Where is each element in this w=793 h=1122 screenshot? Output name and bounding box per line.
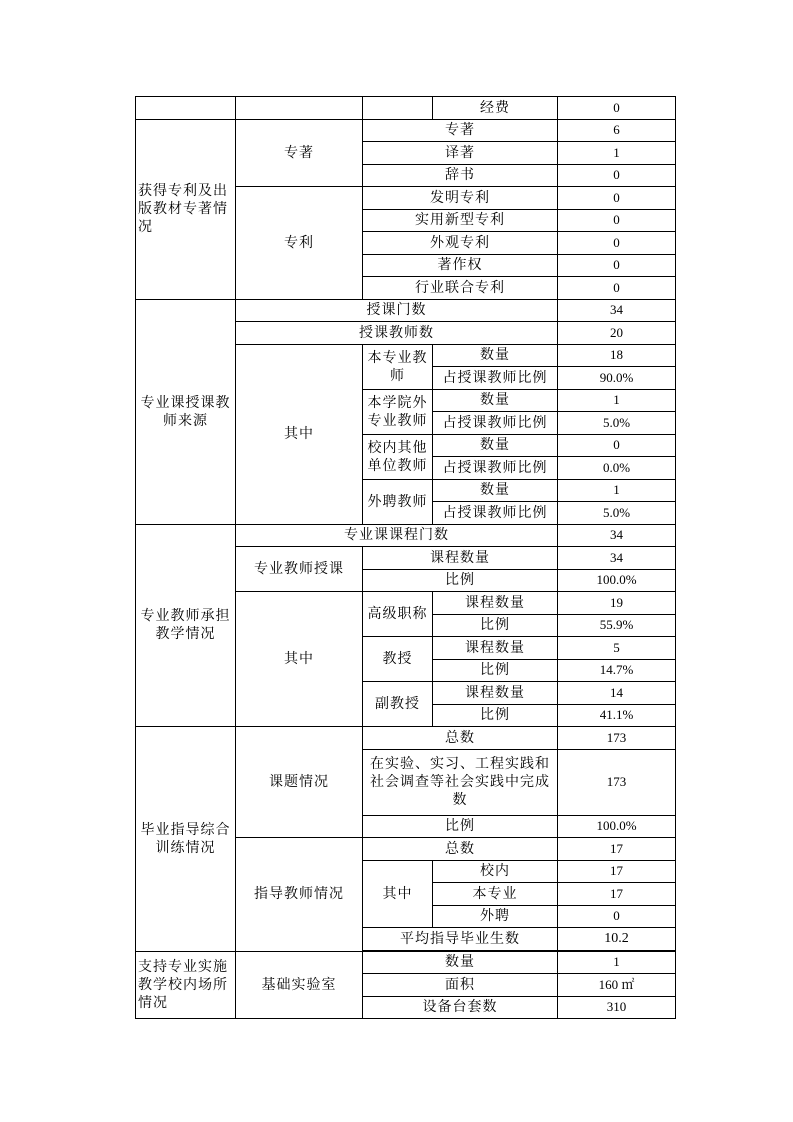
section-title-teaching: 专业教师承担教学情况	[136, 524, 236, 727]
row-label: 总数	[363, 838, 558, 861]
table-row	[136, 299, 676, 322]
group-label: 课题情况	[236, 727, 363, 838]
row-value: 100.0%	[558, 569, 676, 592]
row-value: 17	[558, 860, 676, 883]
table-row	[136, 119, 676, 142]
row-label: 比例	[363, 569, 558, 592]
row-label: 总数	[363, 727, 558, 750]
row-label: 授课门数	[236, 299, 558, 322]
row-label: 发明专利	[363, 187, 558, 210]
row-label: 设备台套数	[363, 996, 558, 1019]
row-value: 0	[558, 232, 676, 255]
row-label: 经费	[433, 97, 558, 120]
row-value: 0	[558, 254, 676, 277]
row-value: 1	[558, 951, 676, 974]
row-value: 0	[558, 164, 676, 187]
row-label: 译著	[363, 142, 558, 165]
row-value: 55.9%	[558, 614, 676, 637]
statistics-table	[135, 96, 676, 1019]
row-label: 占授课教师比例	[433, 457, 558, 480]
row-value: 0	[558, 905, 676, 928]
group-label: 专利	[236, 187, 363, 300]
row-label: 比例	[363, 815, 558, 838]
row-label: 专著	[363, 119, 558, 142]
row-value: 34	[558, 299, 676, 322]
row-value: 100.0%	[558, 815, 676, 838]
row-value: 90.0%	[558, 367, 676, 390]
row-label: 外聘	[433, 905, 558, 928]
row-label: 校内	[433, 860, 558, 883]
row-label: 比例	[433, 659, 558, 682]
section-title-teacher-source: 专业课授课教师来源	[136, 299, 236, 524]
group-label: 其中	[236, 592, 363, 727]
row-label: 授课教师数	[236, 322, 558, 345]
section-title-graduation: 毕业指导综合训练情况	[136, 727, 236, 952]
row-value: 0	[558, 434, 676, 457]
row-value: 6	[558, 119, 676, 142]
row-value: 1	[558, 142, 676, 165]
table-row	[136, 97, 676, 120]
row-label: 本专业	[433, 883, 558, 906]
row-label: 课程数量	[433, 592, 558, 615]
row-value: 41.1%	[558, 704, 676, 727]
group-label: 专著	[236, 119, 363, 187]
row-label: 数量	[363, 951, 558, 974]
row-value: 19	[558, 592, 676, 615]
row-label: 比例	[433, 704, 558, 727]
row-value: 173	[558, 749, 676, 815]
section-title-patents: 获得专利及出版教材专著情况	[136, 119, 236, 299]
row-label: 外观专利	[363, 232, 558, 255]
row-label: 数量	[433, 389, 558, 412]
subgroup-label: 本专业教师	[363, 344, 433, 389]
row-value: 5.0%	[558, 502, 676, 525]
row-value: 160 ㎡	[558, 974, 676, 997]
group-label: 专业教师授课	[236, 547, 363, 592]
group-label: 基础实验室	[236, 951, 363, 1019]
row-value: 20	[558, 322, 676, 345]
row-label: 辞书	[363, 164, 558, 187]
row-value: 0	[558, 209, 676, 232]
table-row	[136, 524, 676, 547]
row-value: 1	[558, 389, 676, 412]
subgroup-label: 高级职称	[363, 592, 433, 637]
row-value: 17	[558, 883, 676, 906]
subgroup-label: 其中	[363, 860, 433, 928]
row-label: 课程数量	[433, 682, 558, 705]
subgroup-label: 校内其他单位教师	[363, 434, 433, 479]
row-label: 课程数量	[433, 637, 558, 660]
row-value: 34	[558, 547, 676, 570]
row-value: 310	[558, 996, 676, 1019]
row-label: 比例	[433, 614, 558, 637]
row-value: 14	[558, 682, 676, 705]
subgroup-label: 教授	[363, 637, 433, 682]
row-label: 实用新型专利	[363, 209, 558, 232]
group-label: 指导教师情况	[236, 838, 363, 952]
row-value: 5.0%	[558, 412, 676, 435]
row-value: 5	[558, 637, 676, 660]
row-label: 数量	[433, 479, 558, 502]
row-value: 18	[558, 344, 676, 367]
row-label: 数量	[433, 344, 558, 367]
table-row	[136, 727, 676, 750]
subgroup-label: 外聘教师	[363, 479, 433, 524]
row-label: 行业联合专利	[363, 277, 558, 300]
subgroup-label: 副教授	[363, 682, 433, 727]
row-value: 1	[558, 479, 676, 502]
row-value: 14.7%	[558, 659, 676, 682]
subgroup-label: 本学院外专业教师	[363, 389, 433, 434]
row-label: 占授课教师比例	[433, 412, 558, 435]
row-label: 专业课课程门数	[236, 524, 558, 547]
row-label: 占授课教师比例	[433, 502, 558, 525]
row-label: 平均指导毕业生数	[363, 928, 558, 951]
row-value: 173	[558, 727, 676, 750]
row-label: 著作权	[363, 254, 558, 277]
row-value: 10.2	[558, 928, 676, 951]
row-value: 0	[558, 187, 676, 210]
row-value: 0	[558, 277, 676, 300]
row-value: 0.0%	[558, 457, 676, 480]
table-row	[136, 951, 676, 974]
row-value: 34	[558, 524, 676, 547]
row-value: 17	[558, 838, 676, 861]
row-label: 在实验、实习、工程实践和社会调查等社会实践中完成数	[363, 749, 558, 815]
row-label: 占授课教师比例	[433, 367, 558, 390]
row-label: 课程数量	[363, 547, 558, 570]
row-label: 数量	[433, 434, 558, 457]
group-label: 其中	[236, 344, 363, 524]
row-value: 0	[558, 97, 676, 120]
section-title-facilities: 支持专业实施教学校内场所情况	[136, 951, 236, 1019]
row-label: 面积	[363, 974, 558, 997]
